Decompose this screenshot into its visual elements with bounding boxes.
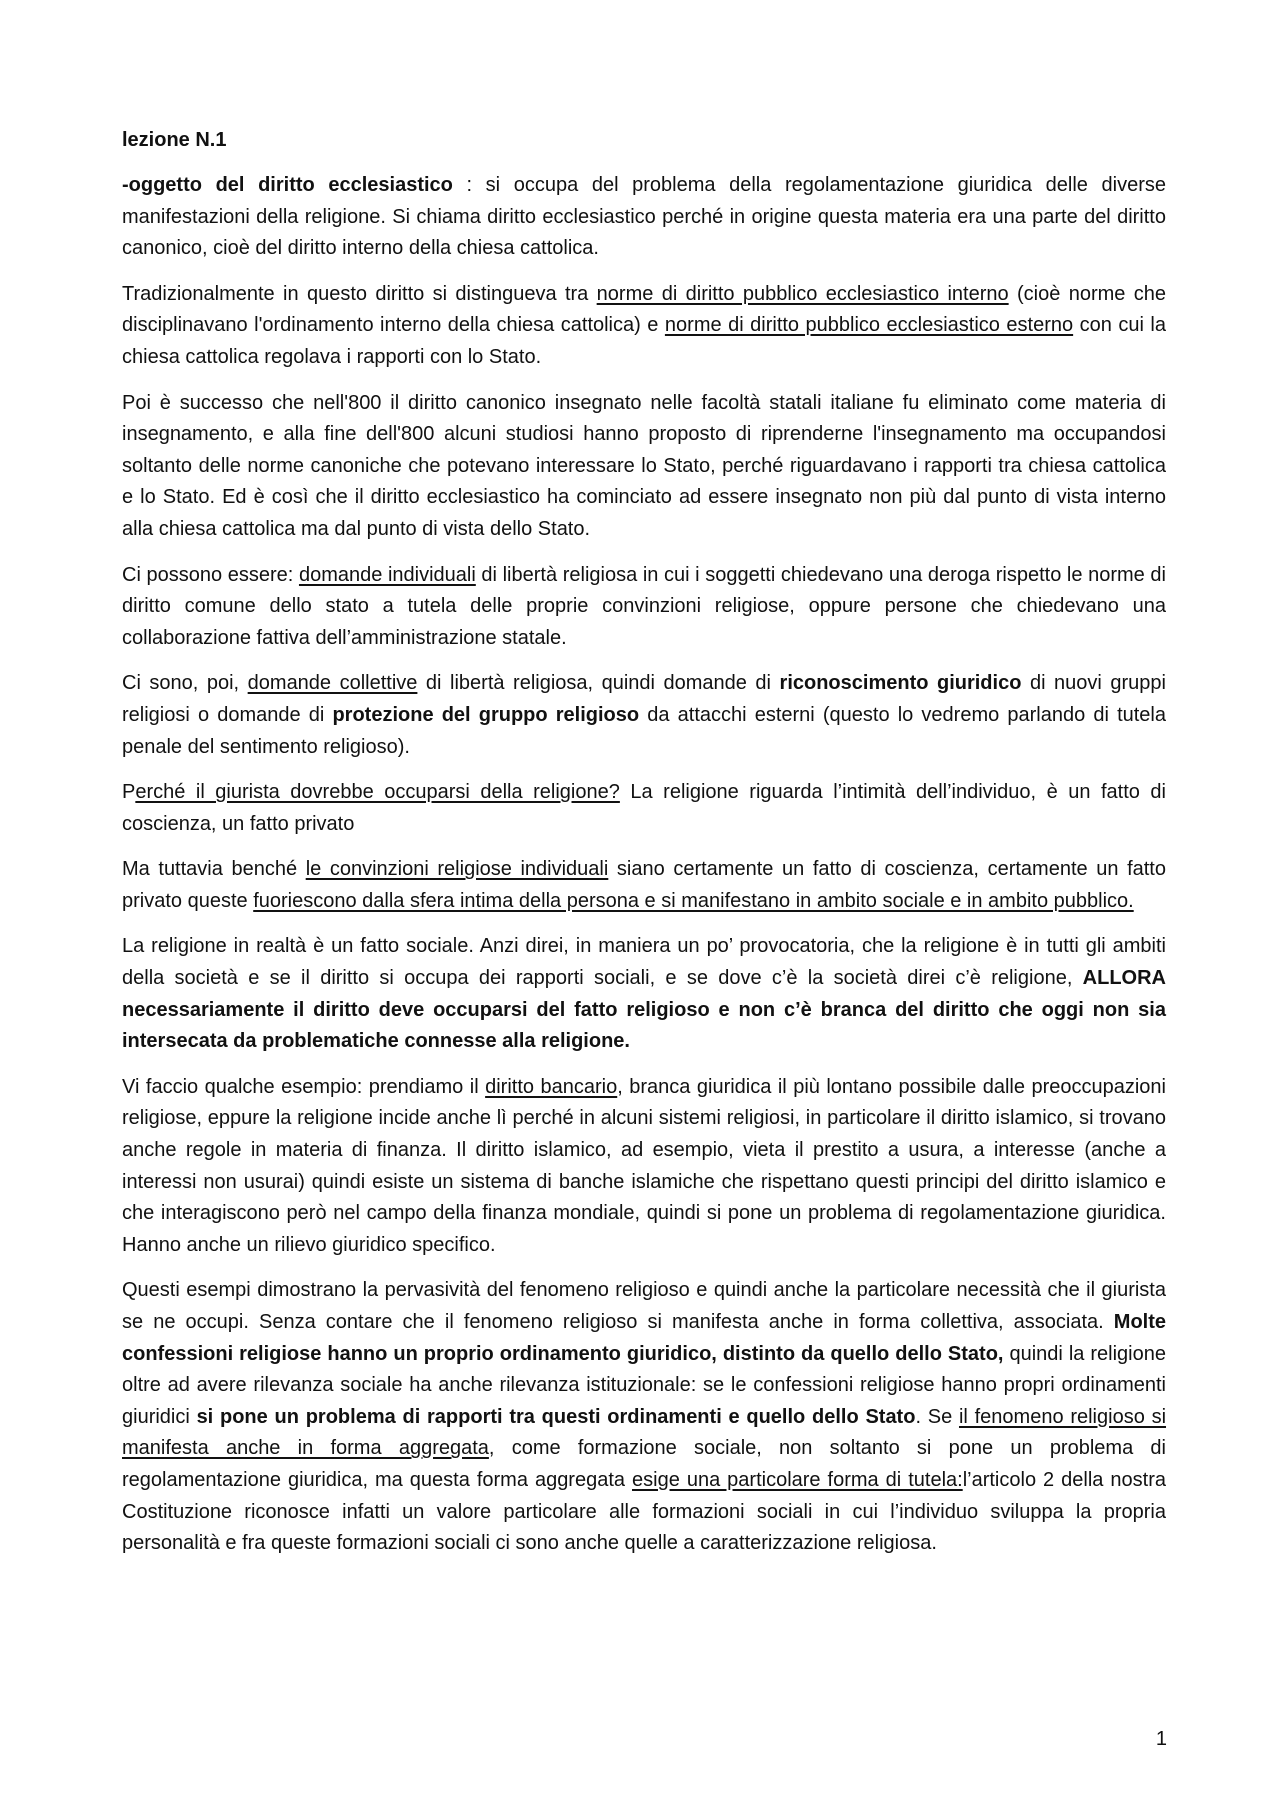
paragraph-9 bbox=[122, 1072, 1166, 1262]
text-run: , come formazione sociale, non soltanto si pone un problema di regolamentazione giuridica, ma questa forma aggregata bbox=[122, 1437, 1166, 1491]
underlined-text: domande collettive bbox=[247, 672, 418, 695]
text-run: Ma tuttavia benché bbox=[122, 858, 306, 881]
underlined-text: fuoriescono dalla sfera intima della persona e si manifestano in ambito sociale e in ambito pubblico. bbox=[253, 889, 1134, 912]
document-body bbox=[122, 124, 1166, 1560]
paragraph-7 bbox=[122, 854, 1166, 917]
text-run: con cui la chiesa cattolica regolava i rapporti con lo Stato. bbox=[122, 314, 1166, 368]
text-run: di libertà religiosa in cui i soggetti chiedevano una deroga rispetto le norme di diritto comune dello stato a tutela delle proprie convinzioni religiose, oppure persone che chiedevano una collaborazione fattiva dell’amministrazione statale. bbox=[122, 563, 1166, 649]
text-run: siano certamente un fatto di coscienza, certamente un fatto privato queste bbox=[122, 858, 1166, 912]
text-run: Ci possono essere: bbox=[122, 563, 299, 586]
bold-text: si pone un problema di rapporti tra questi ordinamenti e quello dello Stato bbox=[196, 1405, 916, 1428]
text-run: , branca giuridica il più lontano possibile dalle preoccupazioni religiose, eppure la religione incide anche lì perché in alcuni sistemi religiosi, in particolare il diritto islamico, si trovano anche regole in materia di finanza. Il diritto islamico, ad esempio, vieta il prestito a usura, a interesse (anche a interessi non usurai) quindi esiste un sistema di banche islamiche che rispettano questi principi del diritto islamico e che interagiscono però nel campo della finanza mondiale, quindi si pone un problema di regolamentazione giuridica. Hanno anche un rilievo giuridico specifico. bbox=[122, 1075, 1166, 1256]
paragraph-4 bbox=[122, 560, 1166, 655]
paragraph-3 bbox=[122, 388, 1166, 546]
bold-text: riconoscimento giuridico bbox=[779, 672, 1022, 695]
paragraph-2 bbox=[122, 279, 1166, 374]
bold-text: -oggetto del diritto ecclesiastico bbox=[122, 174, 453, 196]
underlined-text: domande individuali bbox=[298, 563, 476, 586]
underlined-text: erché il giurista dovrebbe occuparsi della religione? bbox=[135, 781, 620, 804]
text-run: . Se bbox=[915, 1405, 959, 1428]
lesson-title: lezione N.1 bbox=[122, 129, 227, 151]
text-run: Tradizionalmente in questo diritto si distingueva tra bbox=[122, 282, 597, 305]
text-run: di nuovi gruppi religiosi o domande di bbox=[122, 672, 1166, 726]
underlined-text: norme di diritto pubblico ecclesiastico interno bbox=[596, 282, 1009, 305]
page-number: 1 bbox=[1155, 1728, 1167, 1750]
text-run: Questi esempi dimostrano la pervasività del fenomeno religioso e quindi anche la particolare necessità che il giurista se ne occupi. Senza contare che il fenomeno religioso si manifesta anche in forma collettiva, associata. bbox=[122, 1279, 1166, 1333]
text-run: : si occupa del problema della regolamentazione giuridica delle diverse manifestazioni della religione. Si chiama diritto ecclesiastico perché in origine questa materia era una parte del diritto canonico, cioè del diritto interno della chiesa cattolica. bbox=[122, 174, 1167, 260]
paragraph-10 bbox=[122, 1275, 1166, 1559]
text-run: (cioè norme che disciplinavano l'ordinamento interno della chiesa cattolica) e bbox=[122, 282, 1166, 337]
text-run: La religione riguarda l’intimità dell’individuo, è un fatto di coscienza, un fatto privato bbox=[122, 781, 1166, 835]
paragraph-6 bbox=[122, 777, 1166, 840]
text-run: da attacchi esterni (questo lo vedremo parlando di tutela penale del sentimento religioso). bbox=[122, 703, 1166, 758]
paragraph-8 bbox=[122, 931, 1166, 1057]
text-run: Poi è successo che nell'800 il diritto canonico insegnato nelle facoltà statali italiane fu eliminato come materia di insegnamento, e alla fine dell'800 alcuni studiosi hanno proposto di riprenderne l'insegnamento ma occupandosi soltanto delle norme canoniche che potevano interessare lo Stato, perché riguardavano i rapporti tra chiesa cattolica e lo Stato. Ed è così che il diritto ecclesiastico ha cominciato ad essere insegnato non più dal punto di vista interno alla chiesa cattolica ma dal punto di vista dello Stato. bbox=[122, 391, 1166, 540]
bold-text: Molte confessioni religiose hanno un proprio ordinamento giuridico, distinto da quello dello Stato, bbox=[122, 1311, 1166, 1365]
underlined-text: norme di diritto pubblico ecclesiastico esterno bbox=[664, 314, 1074, 337]
text-run: quindi la religione oltre ad avere rilevanza sociale ha anche rilevanza istituzionale: se le confessioni religiose hanno propri ordinamenti giuridici bbox=[122, 1342, 1166, 1428]
text-run: La religione in realtà è un fatto sociale. Anzi direi, in maniera un po’ provocatoria, che la religione è in tutti gli ambiti della società e se il diritto si occupa dei rapporti sociali, e se dove c’è la società direi c’è religione, bbox=[122, 935, 1166, 990]
paragraph-5 bbox=[122, 668, 1166, 763]
paragraph-1 bbox=[122, 170, 1166, 265]
underlined-text: diritto bancario bbox=[485, 1075, 618, 1098]
bold-text: ALLORA necessariamente il diritto deve occuparsi del fatto religioso e non c’è branca del diritto che oggi non sia intersecata da problematiche connesse alla religione. bbox=[122, 967, 1166, 1053]
text-run: Vi faccio qualche esempio: prendiamo il bbox=[122, 1075, 486, 1098]
bold-text: protezione del gruppo religioso bbox=[332, 703, 640, 726]
text-run: Ci sono, poi, bbox=[122, 672, 248, 695]
underlined-text: le convinzioni religiose individuali bbox=[305, 858, 609, 881]
text-run: di libertà religiosa, quindi domande di bbox=[417, 672, 780, 695]
underlined-text: il fenomeno religioso si manifesta anche in forma aggregata bbox=[122, 1405, 1167, 1460]
text-run: P bbox=[122, 781, 136, 804]
text-run: l’articolo 2 della nostra Costituzione riconosce infatti un valore particolare alle formazioni sociali in cui l’individuo sviluppa la propria personalità e fra queste formazioni sociali ci sono anche quelle a caratterizzazione religiosa. bbox=[122, 1468, 1166, 1555]
underlined-text: esige una particolare forma di tutela: bbox=[632, 1468, 963, 1491]
